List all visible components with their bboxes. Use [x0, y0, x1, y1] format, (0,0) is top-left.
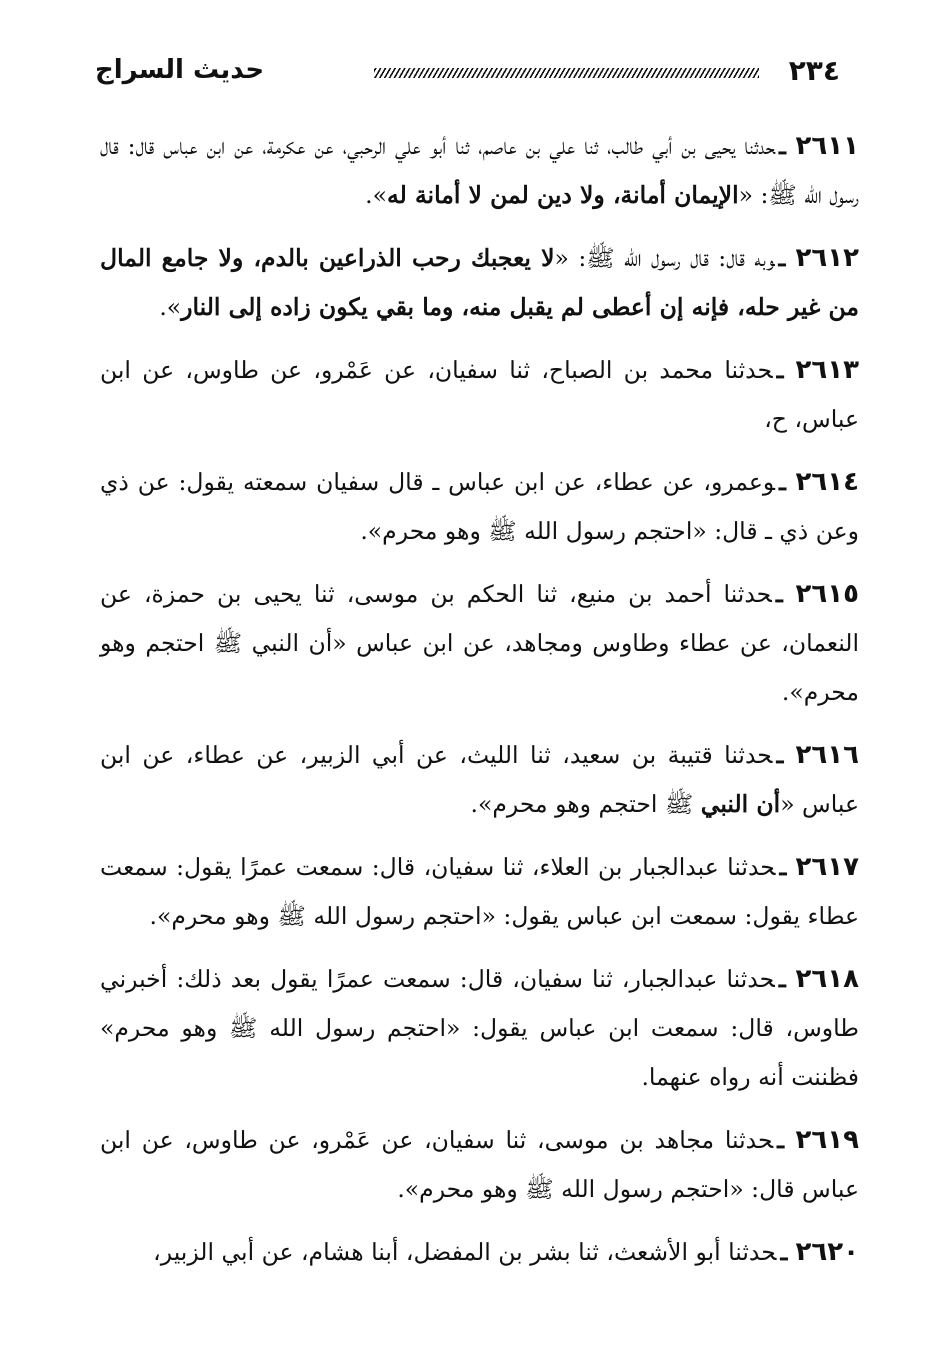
hadith-entry: [100, 346, 859, 444]
hadith-entry: [100, 234, 859, 332]
hadith-number: ٢٦١٣: [795, 355, 859, 385]
hadith-entry: [100, 122, 859, 220]
hadith-dash: ـ: [778, 244, 796, 272]
running-header: [95, 50, 840, 90]
hadith-number: ٢٦١٢: [795, 243, 860, 273]
hadith-dash: ـ: [777, 1126, 796, 1154]
hadith-text: حدثنا عبدالجبار بن العلاء، ثنا سفيان، قال: سمعت عمرًا يقول: سمعت عطاء يقول: سمعت ابن عباس يقول: «احتجم رسول الله ﷺ وهو محرم».: [100, 853, 859, 930]
hadith-dash: ـ: [780, 1238, 796, 1266]
page-number: ٢٣٤: [788, 53, 840, 87]
hadith-text-end: ﷺ احتجم وهو محرم».: [470, 790, 701, 818]
hadith-dash: ـ: [778, 132, 796, 160]
hadith-text: حدثنا محمد بن الصباح، ثنا سفيان، عن عَمْرو، عن طاوس، عن ابن عباس، ح،: [100, 356, 859, 433]
header-decorative-rule: [374, 68, 759, 78]
hadith-text: حدثنا أحمد بن منيع، ثنا الحكم بن موسى، ثنا يحيى بن حمزة، عن النعمان، عن عطاء وطاوس ومجاهد، عن ابن عباس «أن النبي ﷺ احتجم وهو محرم».: [100, 580, 859, 706]
hadith-text: حدثنا أبو الأشعث، ثنا بشر بن المفضل، أبنا هشام، عن أبي الزبير،: [153, 1238, 777, 1266]
hadith-number: ٢٦١٥: [795, 579, 859, 609]
hadith-number: ٢٦١٨: [795, 964, 859, 994]
book-title: حديث السراج: [95, 55, 265, 85]
hadith-number: ٢٦١٩: [795, 1125, 859, 1155]
hadith-dash: ـ: [778, 965, 796, 993]
hadith-quote-bold: أن النبي: [700, 790, 781, 818]
hadith-number: ٢٦١٧: [795, 852, 859, 882]
hadith-number: ٢٦١٤: [795, 467, 859, 497]
hadith-entry: [100, 1116, 859, 1214]
hadith-dash: ـ: [779, 468, 796, 496]
hadith-number: ٢٦٢٠: [795, 1237, 859, 1267]
hadith-text-end: ».: [159, 293, 182, 321]
hadith-text-end: ».: [365, 181, 387, 209]
hadith-text: حدثنا يحيى بن أبي طالب، ثنا علي بن عاصم، ثنا أبو علي الرحبي، عن عكرمة، عن ابن عباس قال: قال رسول الله ﷺ: «: [100, 132, 859, 209]
hadith-text: وعمرو، عن عطاء، عن ابن عباس ـ قال سفيان سمعته يقول: عن ذي وعن ذي ـ قال: «احتجم رسول الله ﷺ وهو محرم».: [100, 468, 859, 545]
hadith-text: حدثنا قتيبة بن سعيد، ثنا الليث، عن أبي الزبير، عن عطاء، عن ابن عباس «: [100, 741, 859, 818]
hadith-text: حدثنا عبدالجبار، ثنا سفيان، قال: سمعت عمرًا يقول بعد ذلك: أخبرني طاوس، قال: سمعت ابن عباس يقول: «احتجم رسول الله ﷺ وهو محرم» فظننت أنه رواه عنهما.: [100, 965, 859, 1091]
hadith-entry: [100, 1228, 859, 1277]
hadith-quote-bold: لا يعجبك رحب الذراعين بالدم، ولا جامع المال من غير حله، فإنه إن أعطى لم يقبل منه، وما بقي يكون زاده إلى النار: [100, 244, 859, 321]
hadith-text: حدثنا مجاهد بن موسى، ثنا سفيان، عن عَمْرو، عن طاوس، عن ابن عباس قال: «احتجم رسول الله ﷺ وهو محرم».: [100, 1126, 859, 1203]
hadith-dash: ـ: [776, 741, 796, 769]
hadith-entry: [100, 731, 859, 829]
hadith-number: ٢٦١١: [795, 131, 859, 161]
hadith-entry: [100, 570, 859, 717]
hadith-entry: [100, 458, 859, 556]
hadith-quote-bold: الإيمان أمانة، ولا دين لمن لا أمانة له: [387, 181, 739, 209]
hadith-list: [100, 122, 859, 1291]
hadith-text: وبه قال: قال رسول الله ﷺ: «: [554, 244, 775, 272]
hadith-entry: [100, 955, 859, 1102]
hadith-entry: [100, 843, 859, 941]
hadith-dash: ـ: [779, 853, 796, 881]
hadith-dash: ـ: [776, 356, 796, 384]
hadith-dash: ـ: [775, 580, 796, 608]
hadith-number: ٢٦١٦: [795, 740, 859, 770]
